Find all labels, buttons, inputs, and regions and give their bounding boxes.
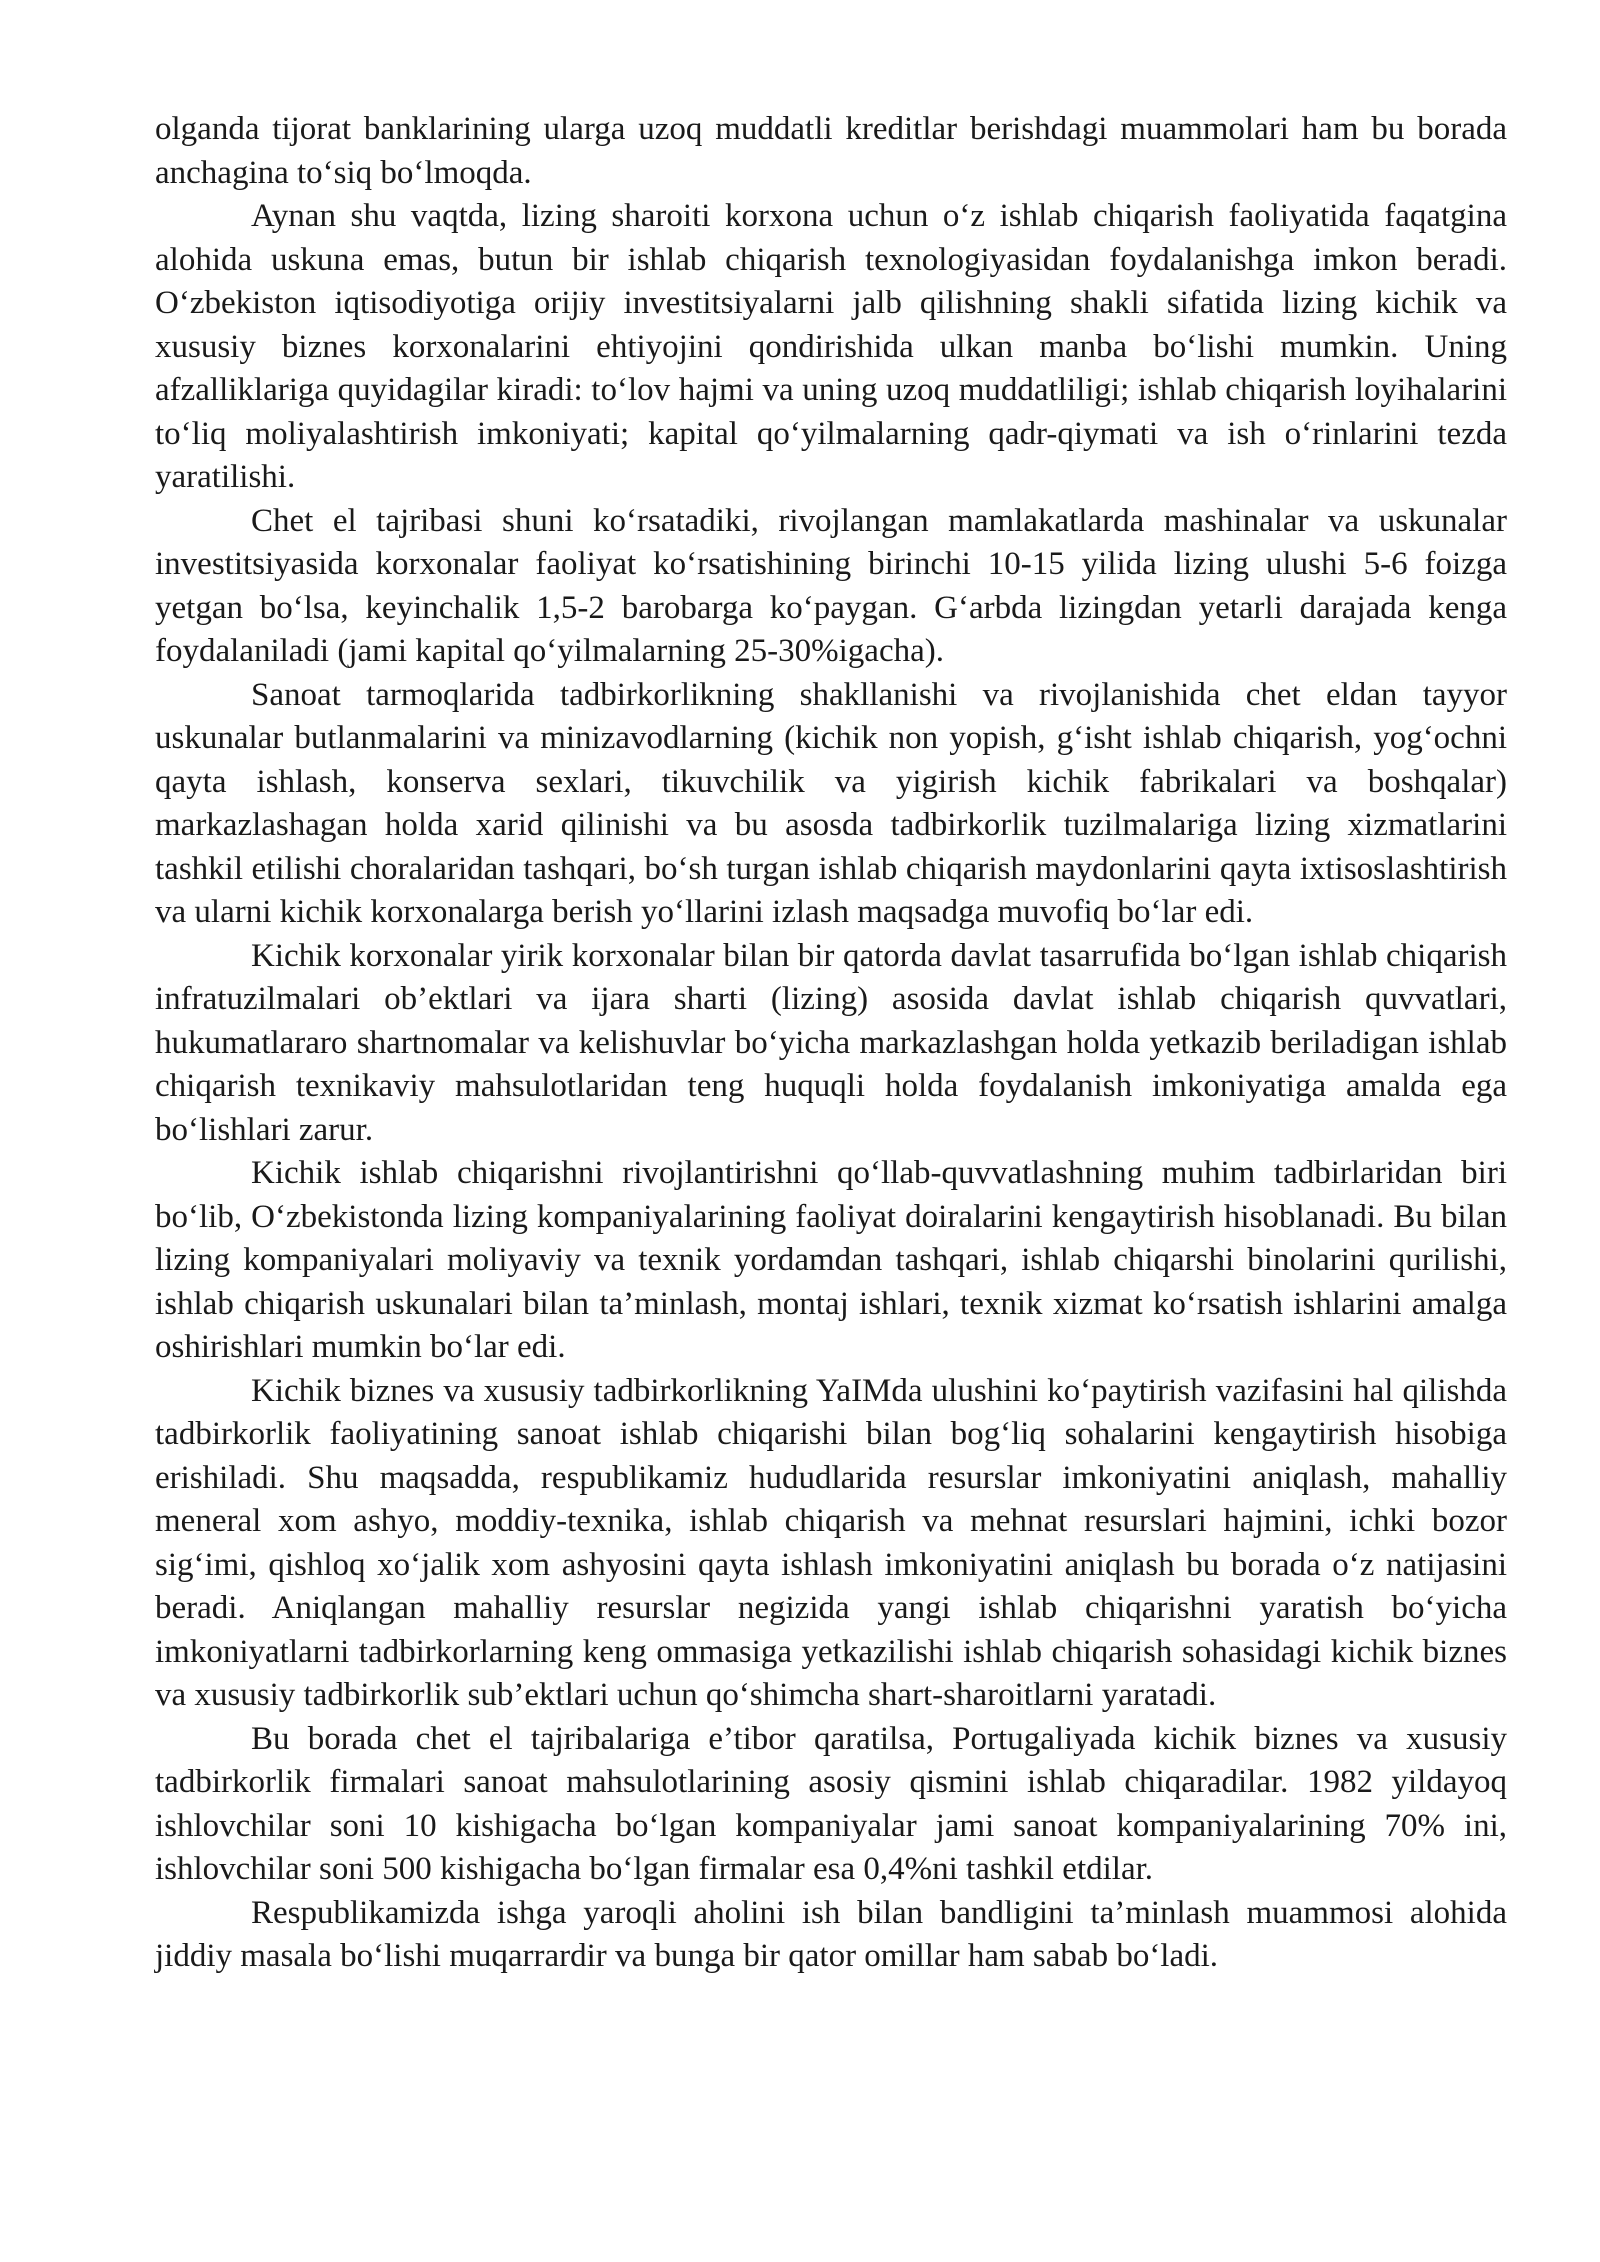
paragraph-employment: Respublikamizda ishga yaroqli aholini ish bilan bandligini ta’minlash muammosi alohida jiddiy masala bo‘lishi muqarrardir va bunga bir qator omillar ham sabab bo‘ladi. <box>155 1894 1507 1974</box>
paragraph-gdp-share: Kichik biznes va xususiy tadbirkorlikning YaIMda ulushini ko‘paytirish vazifasini hal qilishda tadbirkorlik faoliyatining sanoat ishlab chiqarishi bilan bog‘liq sohalarini kengaytirish hisobiga erishiladi. Shu maqsadda, respublikamiz hududlarida resurslar imkoniyatini aniqlash, mahalliy meneral xom ashyo, moddiy-texnika, ishlab chiqarish va mehnat resurslari hajmini, ichki bozor sig‘imi, qishloq xo‘jalik xom ashyosini qayta ishlash imkoniyatini aniqlash bu borada o‘z natijasini beradi. Aniqlangan mahalliy resurslar negizida yangi ishlab chiqarishni yaratish bo‘yicha imkoniyatlarni tadbirkorlarning keng ommasiga yetkazilishi ishlab chiqarish sohasidagi kichik biznes va xususiy tadbirkorlik sub’ektlari uchun qo‘shimcha shart-sharoitlarni yaratadi. <box>155 1372 1507 1713</box>
paragraph-leasing-conditions: Aynan shu vaqtda, lizing sharoiti korxona uchun o‘z ishlab chiqarish faoliyatida faqatgina alohida uskuna emas, butun bir ishlab chiqarish texnologiyasidan foydalanishga imkon beradi. O‘zbekiston iqtisodiyotiga orijiy investitsiyalarni jalb qilishning shakli sifatida lizing kichik va xususiy biznes korxonalarini ehtiyojini qondirishida ulkan manba bo‘lishi mumkin. Uning afzalliklariga quyidagilar kiradi: to‘lov hajmi va uning uzoq muddatliligi; ishlab chiqarish loyihalarini to‘liq moliyalashtirish imkoniyati; kapital qo‘yilmalarning qadr-qiymati va ish o‘rinlarini tezda yaratilishi. <box>155 198 1507 495</box>
paragraph-industry-entrepreneurship: Sanoat tarmoqlarida tadbirkorlikning shakllanishi va rivojlanishida chet eldan tayyor uskunalar butlanmalarini va minizavodlarning (kichik non yopish, g‘isht ishlab chiqarish, yog‘ochni qayta ishlash, konserva sexlari, tikuvchilik va yigirish kichik fabrikalari va boshqalar) markazlashagan holda xarid qilinishi va bu asosda tadbirkorlik tuzilmalariga lizing xizmatlarini tashkil etilishi choralaridan tashqari, bo‘sh turgan ishlab chiqarish maydonlarini qayta ixtisoslashtirish va ularni kichik korxonalarga berish yo‘llarini izlash maqsadga muvofiq bo‘lar edi. <box>155 676 1507 930</box>
paragraph-continued: olganda tijorat banklarining ularga uzoq muddatli kreditlar berishdagi muammolari ham bu borada anchagina to‘siq bo‘lmoqda. <box>155 111 1507 191</box>
paragraph-portugal-experience: Bu borada chet el tajribalariga e’tibor qaratilsa, Portugaliyada kichik biznes va xususiy tadbirkorlik firmalari sanoat mahsulotlarining asosiy qismini ishlab chiqaradilar. 1982 yildayoq ishlovchilar soni 10 kishigacha bo‘lgan kompaniyalar jami sanoat kompaniyalarining 70% ini, ishlovchilar soni 500 kishigacha bo‘lgan firmalar esa 0,4%ni tashkil etdilar. <box>155 1720 1507 1887</box>
paragraph-foreign-experience: Chet el tajribasi shuni ko‘rsatadiki, rivojlangan mamlakatlarda mashinalar va uskunalar investitsiyasida korxonalar faoliyat ko‘rsatishining birinchi 10-15 yilida lizing ulushi 5-6 foizga yetgan bo‘lsa, keyinchalik 1,5-2 barobarga ko‘paygan. G‘arbda lizingdan yetarli darajada kenga foydalaniladi (jami kapital qo‘yilmalarning 25-30%igacha). <box>155 502 1507 669</box>
paragraph-small-enterprises: Kichik korxonalar yirik korxonalar bilan bir qatorda davlat tasarrufida bo‘lgan ishlab chiqarish infratuzilmalari ob’ektlari va ijara sharti (lizing) asosida davlat ishlab chiqarish quvvatlari, hukumatlararo shartnomalar va kelishuvlar bo‘yicha markazlashgan holda yetkazib beriladigan ishlab chiqarish texnikaviy mahsulotlaridan teng huquqli holda foydalanish imkoniyatiga amalda ega bo‘lishlari zarur. <box>155 937 1507 1148</box>
document-page <box>155 108 1507 1979</box>
paragraph-small-production-support: Kichik ishlab chiqarishni rivojlantirishni qo‘llab-quvvatlashning muhim tadbirlaridan biri bo‘lib, O‘zbekistonda lizing kompaniyalarining faoliyat doiralarini kengaytirish hisoblanadi. Bu bilan lizing kompaniyalari moliyaviy va texnik yordamdan tashqari, ishlab chiqarshi binolarini qurilishi, ishlab chiqarish uskunalari bilan ta’minlash, montaj ishlari, texnik xizmat ko‘rsatish ishlarini amalga oshirishlari mumkin bo‘lar edi. <box>155 1155 1507 1365</box>
